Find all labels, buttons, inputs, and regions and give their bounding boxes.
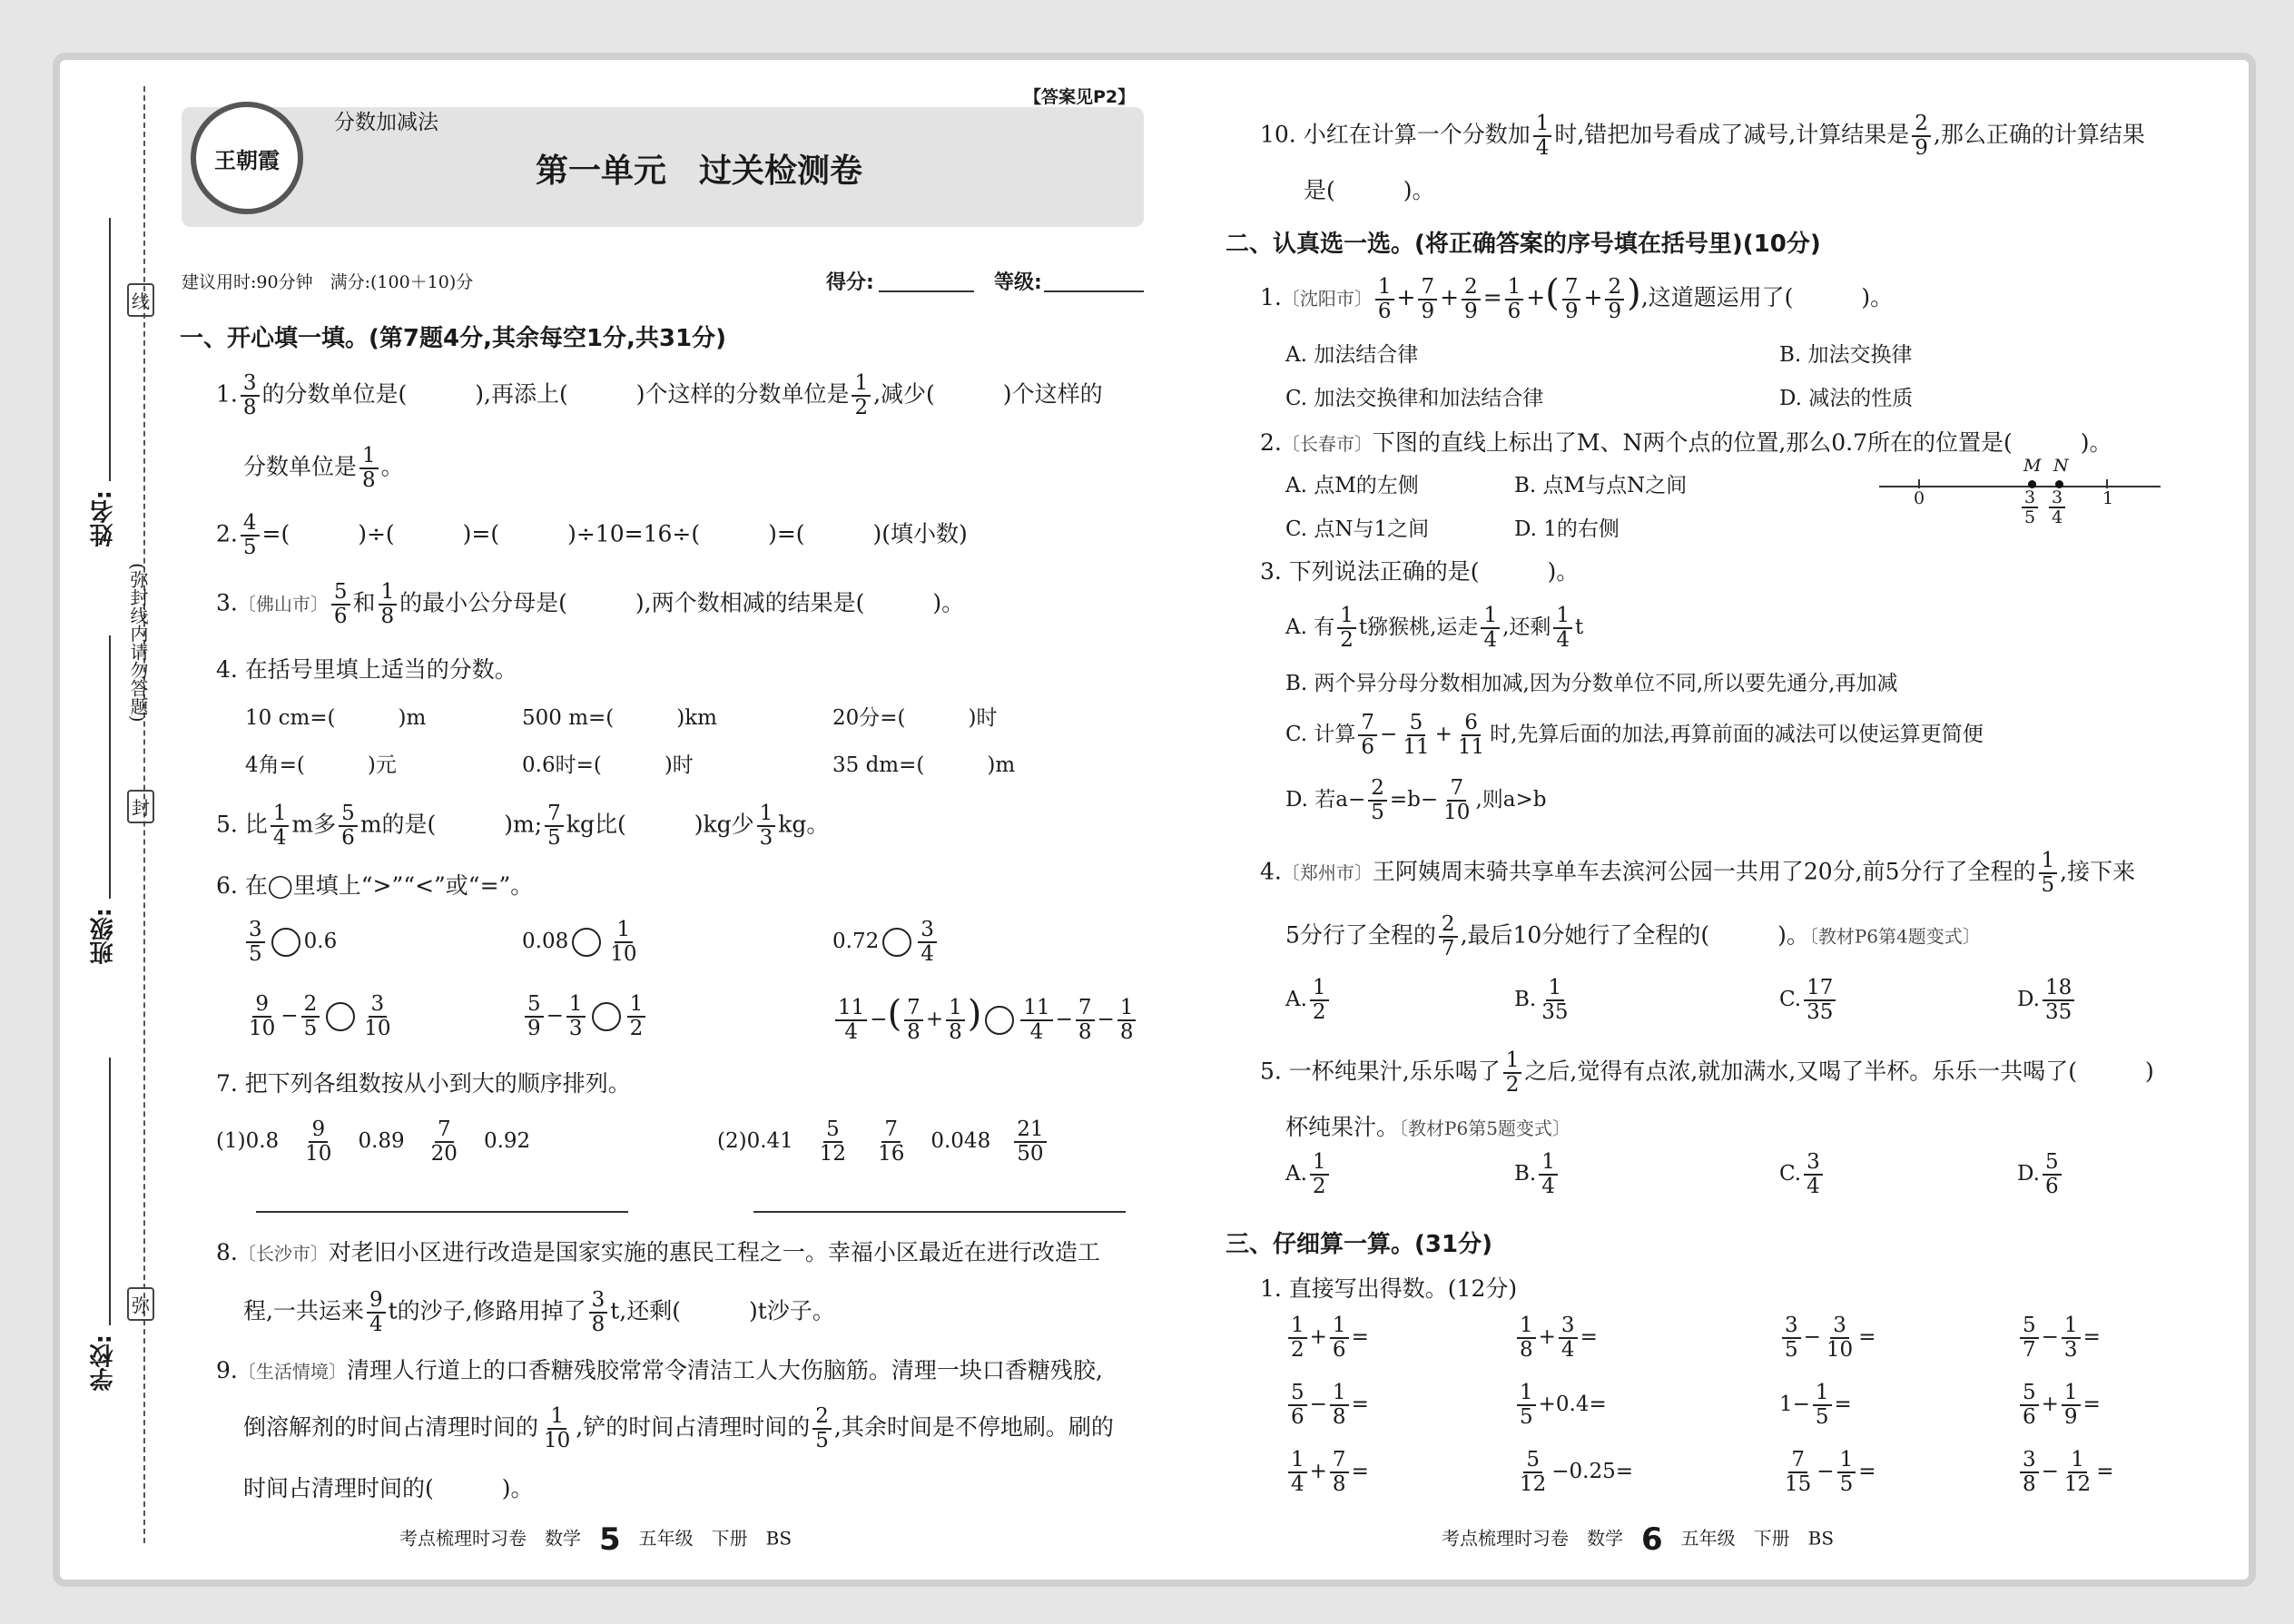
c1-option: A. 加法结合律 bbox=[1285, 343, 1419, 367]
school-label: 学校: bbox=[90, 1334, 117, 1392]
question-5: 5. 比 $\frac{1}{4}$ m多 $\frac{5}{6}$ m的是( )m; $\frac{7}{5}$ kg比( )kg少 $\frac{1}{3}$ kg。 bbox=[216, 802, 830, 850]
q6-item: 0.72 $\frac{3}{4}$ bbox=[832, 919, 940, 966]
section-3-title: 三、仔细算一算。(31分) bbox=[1226, 1231, 1492, 1258]
q4-item: 0.6时=( )时 bbox=[522, 753, 694, 777]
answer-ref: 【答案见P2】 bbox=[1024, 87, 1136, 107]
calc-item: $\frac{5}{6}$ − $\frac{1}{8}$ = bbox=[1285, 1382, 1369, 1429]
choice-5: 5. 一杯纯果汁,乐乐喝了 $\frac{1}{2}$ 之后,觉得有点浓,就加满水,又喝了半杯。乐乐一共喝了( ) bbox=[1260, 1048, 2154, 1097]
question-2: 2. $\frac{4}{5}$ =( )÷( )=( )÷10=16÷( )=( )(填小数) bbox=[216, 511, 968, 559]
name-label: 姓名: bbox=[90, 490, 117, 547]
c2-option: B. 点M与点N之间 bbox=[1514, 474, 1688, 497]
c1-option: D. 减法的性质 bbox=[1779, 387, 1914, 410]
question-8-cont: 程,一共运来 $\frac{9}{4}$ t的沙子,修路用掉了 $\frac{3}{8}$ t,还剩( )t沙子。 bbox=[243, 1288, 835, 1336]
q4-item: 4角=( )元 bbox=[245, 753, 397, 777]
question-4: 4. 在括号里填上适当的分数。 bbox=[216, 656, 517, 683]
calc-item: $\frac{1}{4}$ + $\frac{7}{8}$ = bbox=[1285, 1449, 1369, 1496]
c4-option: A. $\frac{1}{2}$ bbox=[1285, 977, 1332, 1024]
question-10: 10. 小红在计算一个分数加 $\frac{1}{4}$ 时,错把加号看成了减号,计算结果是 $\frac{2}{9}$ ,那么正确的计算结果 bbox=[1260, 112, 2145, 160]
footer-right: 考点梳理时习卷 数学 6 五年级 下册 BS bbox=[1442, 1521, 1835, 1558]
number-line bbox=[1879, 486, 2161, 487]
logo-seal bbox=[191, 102, 303, 214]
c1-option: C. 加法交换律和加法结合律 bbox=[1285, 387, 1544, 410]
question-9-end: 时间占清理时间的( )。 bbox=[243, 1475, 534, 1501]
question-1-cont: 分数单位是 $\frac{1}{8}$ 。 bbox=[243, 444, 404, 492]
question-1: 1. $\frac{3}{8}$ 的分数单位是( ),再添上( )个这样的分数单位是 $\frac{1}{2}$ ,减少( )个这样的 bbox=[216, 371, 1103, 419]
c4-option: C. $\frac{17}{35}$ bbox=[1779, 977, 1838, 1024]
c3-option-b: B. 两个异分母分数相加减,因为分数单位不同,所以要先通分,再加减 bbox=[1285, 672, 1898, 695]
score-label: 得分: bbox=[826, 271, 874, 294]
c2-option: C. 点N与1之间 bbox=[1285, 517, 1430, 541]
binding-note: (弥封线内请勿答题) bbox=[127, 563, 149, 723]
q4-item: 20分=( )时 bbox=[832, 706, 998, 730]
question-3: 3.〔佛山市〕 $\frac{5}{6}$ 和 $\frac{1}{8}$ 的最小公分母是( ),两个数相减的结果是( )。 bbox=[216, 580, 965, 628]
xian-mark: 线 bbox=[127, 283, 154, 317]
choice-5-cont: 杯纯果汁。〔教材P6第5题变式〕 bbox=[1285, 1114, 1570, 1140]
q7-group-1: (1)0.8 $\frac{9}{10}$ 0.89 $\frac{7}{20}$ 0.92 bbox=[216, 1117, 531, 1166]
subject-tab: 分数加减法 bbox=[334, 111, 438, 134]
calc-item: $\frac{5}{12}$ −0.25= bbox=[1520, 1448, 1634, 1496]
c5-option: A. $\frac{1}{2}$ bbox=[1285, 1151, 1332, 1198]
calc-item: $\frac{5}{6}$ + $\frac{1}{9}$ = bbox=[2017, 1382, 2101, 1429]
logo-text: 王朝霞 bbox=[214, 146, 280, 173]
feng-mark: 封 bbox=[127, 790, 154, 823]
calc-item: $\frac{3}{5}$ − $\frac{3}{10}$ = bbox=[1779, 1314, 1876, 1362]
q7-group-2: (2)0.41 $\frac{5}{12}$ $\frac{7}{16}$ 0.048 $\frac{21}{50}$ bbox=[717, 1118, 1049, 1166]
c5-option: C. $\frac{3}{4}$ bbox=[1779, 1151, 1826, 1198]
c1-option: B. 加法交换律 bbox=[1779, 343, 1913, 367]
calc-heading: 1. 直接写出得数。(12分) bbox=[1260, 1275, 1518, 1302]
label-n: N bbox=[2053, 456, 2069, 476]
time-info: 建议用时:90分钟 满分:(100＋10)分 bbox=[182, 272, 474, 292]
c3-option-a: A. 有 $\frac{1}{2}$ t猕猴桃,运走 $\frac{1}{4}$ ,还剩 $\frac{1}{4}$ t bbox=[1285, 604, 1584, 652]
c2-option: D. 1的右侧 bbox=[1514, 517, 1620, 541]
label-three-fourths: $\frac{3}{4}$ bbox=[2046, 488, 2068, 527]
class-label: 班级: bbox=[90, 908, 117, 965]
mi-mark: 弥 bbox=[127, 1287, 154, 1321]
calc-item: $\frac{1}{2}$ + $\frac{1}{6}$ = bbox=[1285, 1314, 1369, 1362]
calc-item: $\frac{3}{8}$ − $\frac{1}{12}$ = bbox=[2017, 1449, 2113, 1496]
page-title: 第一单元 过关检测卷 bbox=[536, 153, 863, 190]
choice-1: 1.〔沈阳市〕 $\frac{1}{6}$ + $\frac{7}{9}$ + $\frac{2}{9}$ = $\frac{1}{6}$ +( $\frac{7}{9}$ + $\frac{2}{9}$ ),这道题运用了( )。 bbox=[1260, 272, 1894, 323]
q4-item: 10 cm=( )m bbox=[245, 706, 427, 730]
question-8: 8.〔长沙市〕对老旧小区进行改造是国家实施的惠民工程之一。幸福小区最近在进行改造工 bbox=[216, 1239, 1100, 1265]
c2-option: A. 点M的左侧 bbox=[1285, 474, 1419, 497]
question-6: 6. 在◯里填上“>”“<”或“=”。 bbox=[216, 872, 534, 899]
choice-4-cont: 5分行了全程的 $\frac{2}{7}$ ,最后10分她行了全程的( )。〔教材P6第4题变式〕 bbox=[1285, 912, 1981, 960]
grade-label: 等级: bbox=[994, 271, 1042, 294]
question-9-cont: 倒溶解剂的时间占清理时间的 $\frac{1}{10}$ ,铲的时间占清理时间的 $\frac{2}{5}$ ,其余时间是不停地刷。刷的 bbox=[243, 1404, 1114, 1452]
choice-4: 4.〔郑州市〕王阿姨周末骑共享单车去滨河公园一共用了20分,前5分行了全程的 $\frac{1}{5}$ ,接下来 bbox=[1260, 849, 2136, 897]
c4-option: B. $\frac{1}{35}$ bbox=[1514, 976, 1569, 1024]
question-10-cont: 是( )。 bbox=[1304, 177, 1435, 203]
question-7: 7. 把下列各组数按从小到大的顺序排列。 bbox=[216, 1070, 631, 1097]
c5-option: B. $\frac{1}{4}$ bbox=[1514, 1151, 1561, 1198]
label-zero: 0 bbox=[1914, 488, 1925, 508]
q6-item: 0.08 $\frac{1}{10}$ bbox=[522, 918, 637, 966]
q4-item: 35 dm=( )m bbox=[832, 753, 1016, 777]
calc-item: $\frac{7}{15}$ − $\frac{1}{5}$ = bbox=[1785, 1448, 1876, 1496]
q6-item: $\frac{11}{4}$ −( $\frac{7}{8}$ + $\frac{1}{8}$ ) $\frac{11}{4}$ − $\frac{7}{8}$ − $\frac{1}{8}$ bbox=[832, 993, 1138, 1044]
c4-option: D. $\frac{18}{35}$ bbox=[2017, 977, 2077, 1024]
label-one: 1 bbox=[2102, 488, 2114, 508]
label-three-fifths: $\frac{3}{5}$ bbox=[2019, 488, 2041, 527]
calc-item: $\frac{1}{8}$ + $\frac{3}{4}$ = bbox=[1514, 1314, 1598, 1362]
calc-item: $\frac{1}{5}$ +0.4= bbox=[1514, 1382, 1607, 1429]
c5-option: D. $\frac{5}{6}$ bbox=[2017, 1151, 2064, 1198]
choice-3: 3. 下列说法正确的是( )。 bbox=[1260, 558, 1580, 585]
q6-item: $\frac{9}{10}$ − $\frac{2}{5}$ $\frac{3}{10}$ bbox=[249, 992, 391, 1040]
calc-item: $\frac{5}{7}$ − $\frac{1}{3}$ = bbox=[2017, 1314, 2101, 1362]
choice-2: 2.〔长春市〕下图的直线上标出了M、N两个点的位置,那么0.7所在的位置是( )。 bbox=[1260, 429, 2112, 456]
calc-item: 1− $\frac{1}{5}$ = bbox=[1779, 1381, 1852, 1429]
section-2-title: 二、认真选一选。(将正确答案的序号填在括号里)(10分) bbox=[1226, 231, 1821, 258]
c3-option-d: D. 若a− $\frac{2}{5}$ =b− $\frac{7}{10}$ ,则a>b bbox=[1285, 776, 1547, 824]
section-1-title: 一、开心填一填。(第7题4分,其余每空1分,共31分) bbox=[180, 325, 726, 352]
q4-item: 500 m=( )km bbox=[522, 706, 717, 730]
label-m: M bbox=[2023, 456, 2042, 476]
question-9: 9.〔生活情境〕清理人行道上的口香糖残胶常常令清洁工人大伤脑筋。清理一块口香糖残胶, bbox=[216, 1357, 1103, 1383]
footer-left: 考点梳理时习卷 数学 5 五年级 下册 BS bbox=[399, 1521, 793, 1558]
q6-item: $\frac{5}{9}$ − $\frac{1}{3}$ $\frac{1}{2}$ bbox=[522, 993, 648, 1040]
q6-item: $\frac{3}{5}$ 0.6 bbox=[243, 919, 337, 966]
c3-option-c: C. 计算 $\frac{7}{6}$ − $\frac{5}{11}$ + $\frac{6}{11}$ 时,先算后面的加法,再算前面的减法可以使运算更简便 bbox=[1285, 711, 1984, 759]
